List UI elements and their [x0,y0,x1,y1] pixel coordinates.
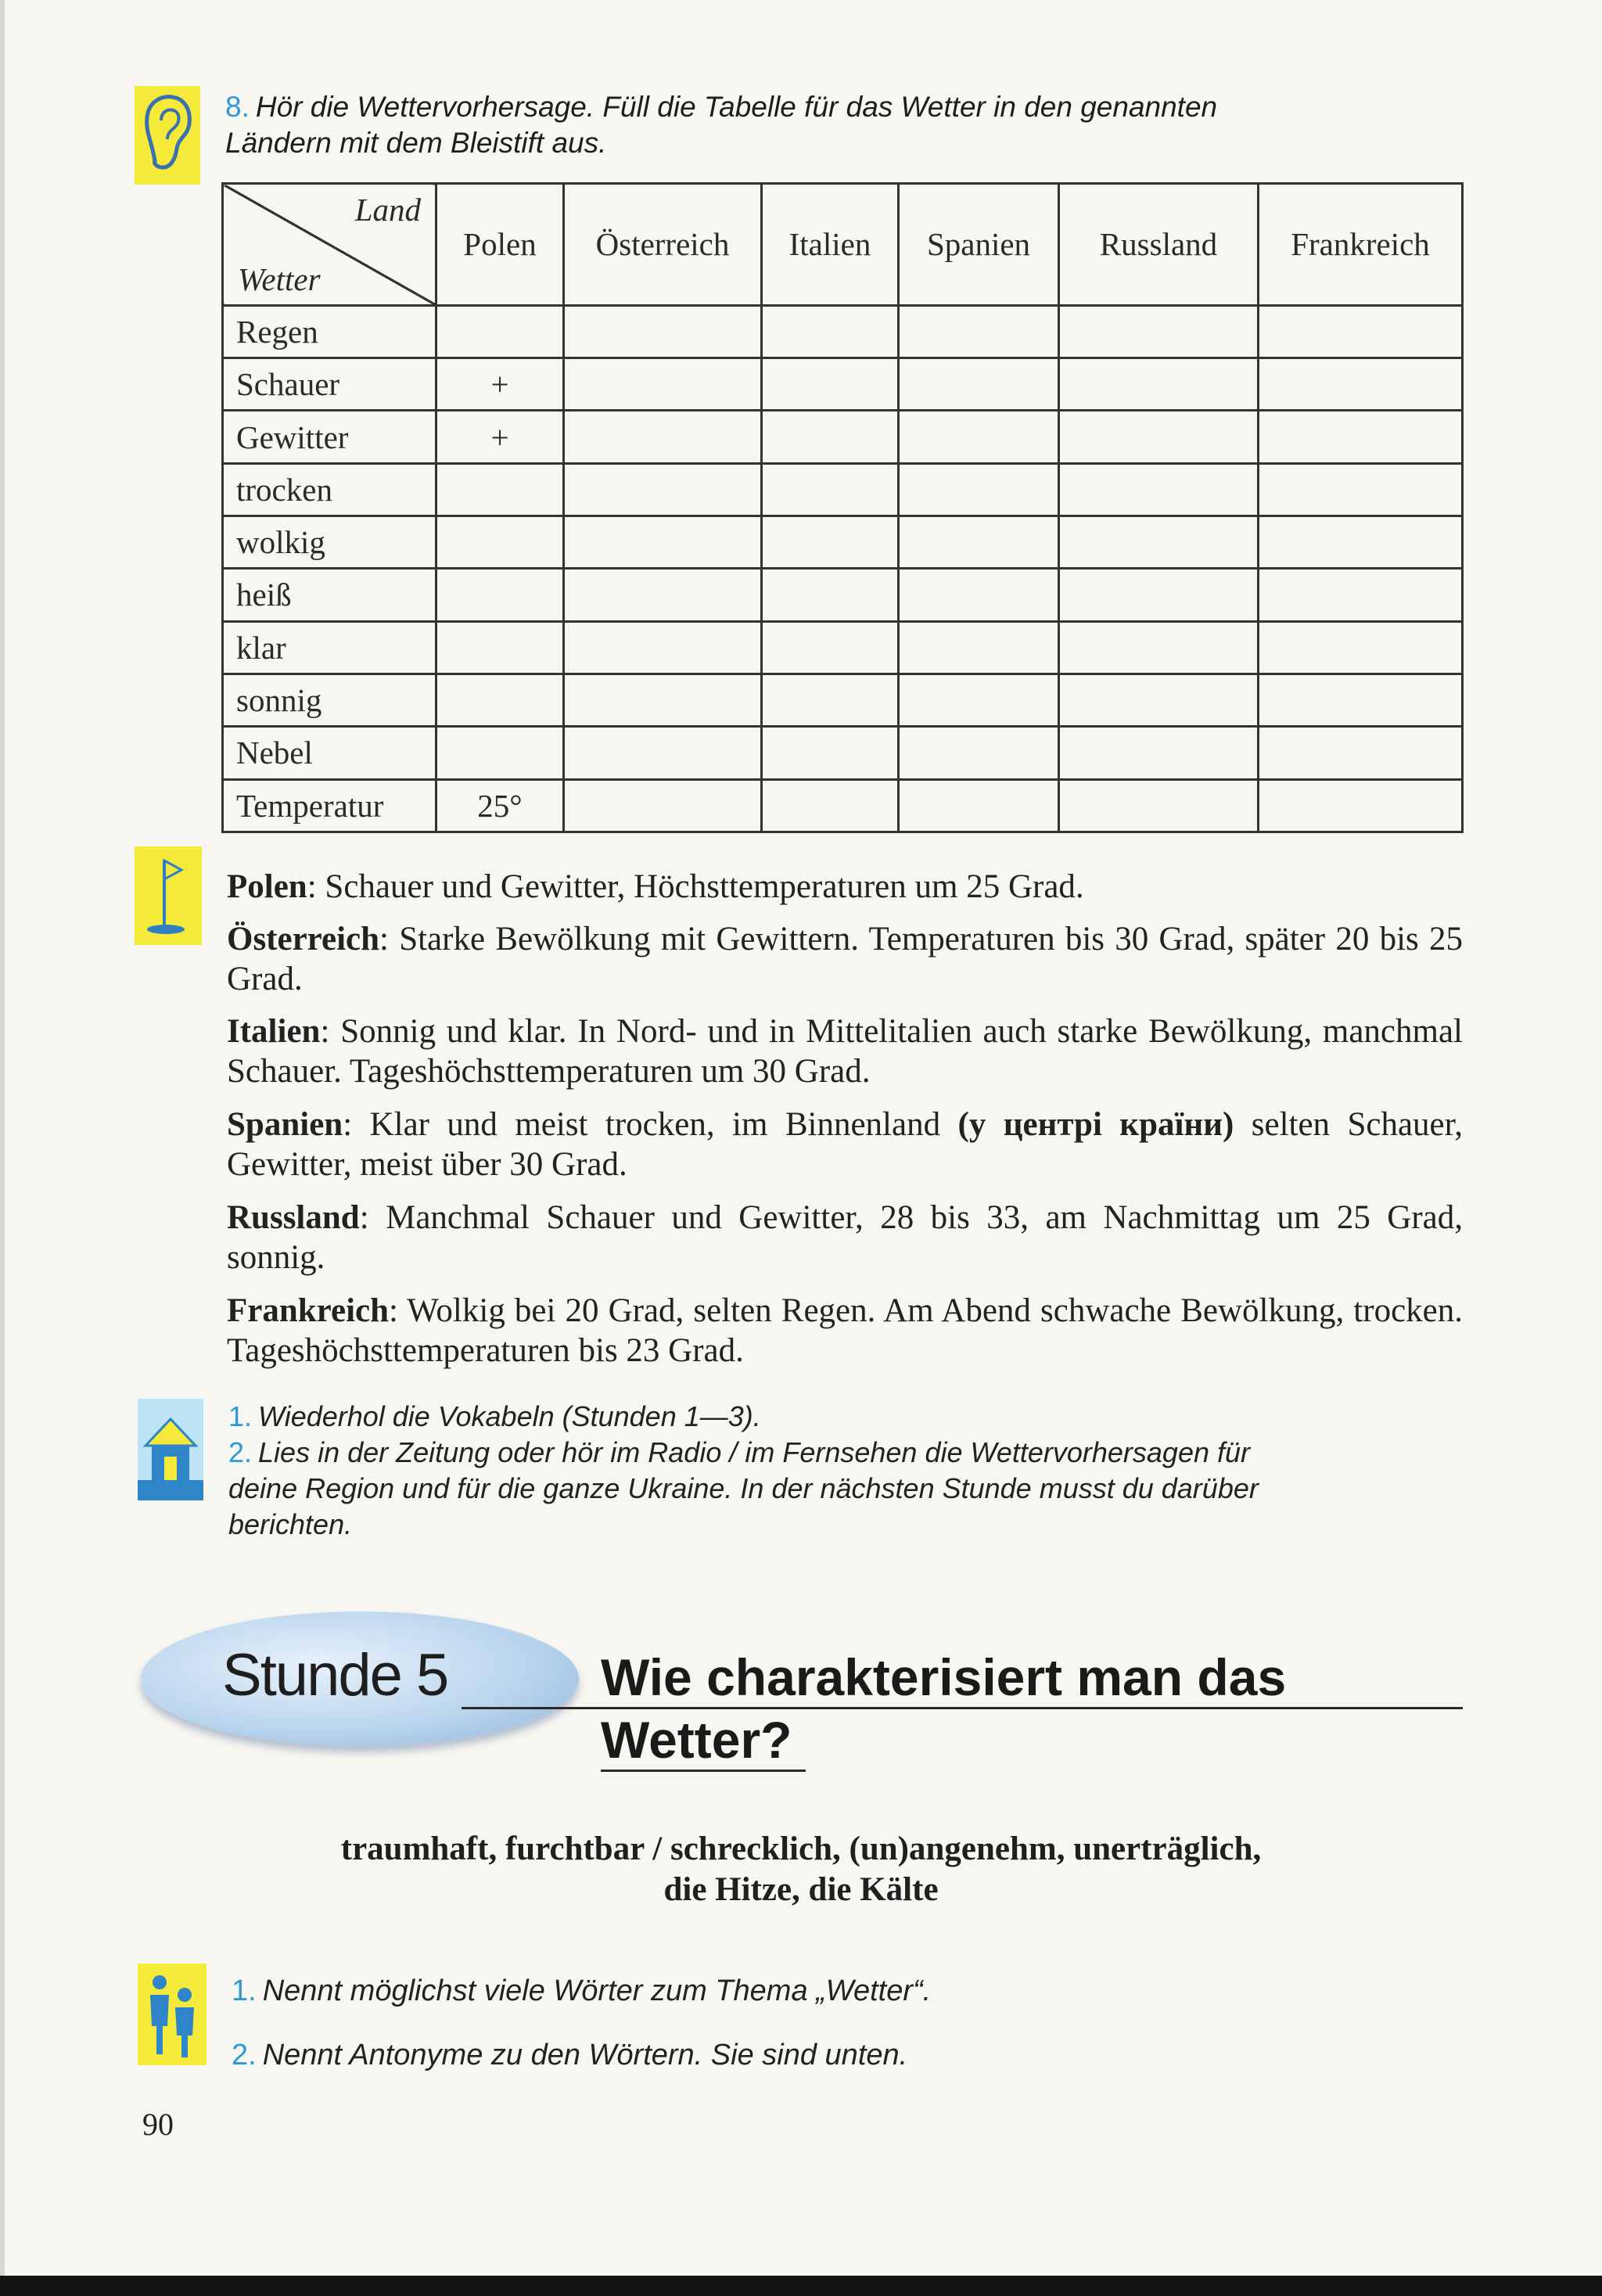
table-cell[interactable] [564,463,762,516]
table-cell[interactable] [1259,727,1463,779]
table-cell[interactable] [899,621,1059,674]
table-cell[interactable] [1059,674,1259,726]
table-body [223,305,1463,832]
table-cell[interactable]: 25° [436,779,564,832]
homework-text: deine Region und für die ganze Ukraine. In der nächsten Stunde musst du darüber [228,1472,1259,1504]
pair-task-number: 1. [232,1974,257,2007]
table-cell[interactable] [564,727,762,779]
task8-instruction [225,89,1461,161]
pair-work-icon [138,1964,207,2065]
table-cell[interactable] [564,569,762,621]
page-bottom-edge [0,2276,1602,2296]
table-cell[interactable] [1059,411,1259,463]
row-label: Gewitter [223,411,436,463]
table-cell[interactable] [436,674,564,726]
forecast-oesterreich [227,919,1463,999]
forecast-text: : Klar und meist trocken, im Binnenland [343,1106,958,1143]
table-cell[interactable] [436,516,564,569]
table-cell[interactable] [1059,569,1259,621]
table-cell[interactable] [436,463,564,516]
lesson-number-label [222,1641,447,1709]
table-cell[interactable] [1259,463,1463,516]
house-icon [138,1399,203,1500]
table-cell[interactable] [1059,779,1259,832]
vocabulary-line: traumhaft, furchtbar / schrecklich, (un)angenehm, unerträglich, [340,1831,1262,1867]
table-cell[interactable]: + [436,411,564,463]
table-cell[interactable] [1059,358,1259,411]
column-header: Österreich [564,184,762,306]
pair-task-text: Nennt Antonyme zu den Wörtern. Sie sind unten. [262,2039,908,2071]
table-cell[interactable] [1259,621,1463,674]
table-row [223,621,1463,674]
table-cell[interactable] [899,411,1059,463]
table-cell[interactable] [1259,569,1463,621]
country-name: Frankreich [227,1292,390,1329]
country-name: Österreich [227,921,380,958]
table-cell[interactable] [564,621,762,674]
column-header: Italien [762,184,899,306]
table-cell[interactable] [1259,305,1463,358]
table-cell[interactable] [1059,305,1259,358]
country-name: Russland [227,1199,360,1236]
forecast-text: : Schauer und Gewitter, Höchsttemperaturen um 25 Grad. [307,868,1084,905]
weather-table [221,182,1464,833]
table-cell[interactable] [899,674,1059,726]
row-label: heiß [223,569,436,621]
country-name: Polen [227,868,307,905]
page-edge [0,0,5,2296]
row-label: klar [223,621,436,674]
table-row [223,779,1463,832]
pair-task-text: Nennt möglichst viele Wörter zum Thema „Wetter“. [262,1974,932,2007]
forecast-russland [227,1198,1463,1277]
table-cell[interactable] [436,621,564,674]
table-cell[interactable] [1259,516,1463,569]
row-label: Nebel [223,727,436,779]
table-cell[interactable] [762,463,899,516]
forecast-text: : Manchmal Schauer und Gewitter, 28 bis 33, am Nachmittag um 25 Grad, sonnig. [227,1199,1463,1276]
lesson-number: 5 [416,1642,448,1709]
column-header: Frankreich [1259,184,1463,306]
table-cell[interactable] [564,516,762,569]
instruction-line: Ländern mit dem Bleistift aus. [225,127,607,159]
table-cell[interactable] [1059,463,1259,516]
table-cell[interactable] [564,305,762,358]
table-cell[interactable] [1059,621,1259,674]
forecast-text: : Starke Bewölkung mit Gewittern. Temperaturen bis 30 Grad, später 20 bis 25 Grad. [227,921,1463,997]
forecast-text: : Sonnig und klar. In Nord- und in Mittelitalien auch starke Bewölkung, manchmal Schauer. Tageshöchsttemperaturen um 30 Grad. [227,1013,1463,1090]
table-cell[interactable] [762,727,899,779]
table-cell[interactable] [899,305,1059,358]
table-cell[interactable] [762,411,899,463]
row-label: trocken [223,463,436,516]
ukrainian-note: (у центрі країни) [957,1106,1234,1143]
vocabulary-list [156,1829,1446,1910]
table-header-row [223,184,1463,306]
table-cell[interactable] [1259,411,1463,463]
lesson-word: Stunde [222,1642,416,1709]
row-label: sonnig [223,674,436,726]
pair-task-item [232,2039,907,2072]
country-name: Italien [227,1013,321,1050]
forecast-italien [227,1011,1463,1091]
homework-text: Wiederhol die Vokabeln (Stunden 1—3). [258,1400,761,1432]
table-row [223,516,1463,569]
row-label: Temperatur [223,779,436,832]
row-label: Regen [223,305,436,358]
pair-task-number: 2. [232,2039,257,2071]
table-row [223,674,1463,726]
table-row [223,463,1463,516]
table-cell[interactable] [762,674,899,726]
vocabulary-line: die Hitze, die Kälte [663,1871,939,1908]
homework-number: 1. [228,1400,253,1432]
corner-label-wetter: Wetter [238,261,321,297]
table-cell[interactable] [564,779,762,832]
table-cell[interactable]: + [436,358,564,411]
row-label: Schauer [223,358,436,411]
corner-label-land: Land [354,192,421,228]
forecast-spanien [227,1105,1463,1184]
row-label: wolkig [223,516,436,569]
table-cell[interactable] [762,569,899,621]
table-cell[interactable] [1059,727,1259,779]
table-cell[interactable] [899,516,1059,569]
table-cell[interactable] [564,411,762,463]
table-cell[interactable] [899,779,1059,832]
table-cell[interactable] [899,358,1059,411]
table-cell[interactable] [899,463,1059,516]
table-cell[interactable] [1259,779,1463,832]
task-number: 8. [225,91,250,123]
country-name: Spanien [227,1106,343,1143]
forecast-text: : Wolkig bei 20 Grad, selten Regen. Am Abend schwache Bewölkung, trocken. Tageshöchsttemperaturen bis 23 Grad. [227,1292,1463,1369]
table-cell[interactable] [1259,358,1463,411]
table-cell[interactable] [436,727,564,779]
table-cell[interactable] [564,674,762,726]
table-row [223,727,1463,779]
table-cell[interactable] [899,727,1059,779]
forecast-frankreich [227,1291,1463,1371]
lesson-title [601,1646,1286,1771]
ear-icon [135,86,200,185]
page-number: 90 [142,2107,174,2142]
table-cell[interactable] [436,305,564,358]
table-cell[interactable] [564,358,762,411]
table-cell[interactable] [899,569,1059,621]
forecast-polen [227,867,1463,907]
homework-text: Lies in der Zeitung oder hör im Radio / im Fernsehen die Wettervorhersagen für [258,1436,1250,1468]
homework-number: 2. [228,1436,253,1468]
table-cell[interactable] [1059,516,1259,569]
pair-task-item [232,1974,931,2008]
column-header: Polen [436,184,564,306]
homework-text: berichten. [228,1508,353,1540]
homework-item [228,1399,761,1435]
table-cell[interactable] [762,621,899,674]
table-row [223,305,1463,358]
column-header: Russland [1059,184,1259,306]
flag-icon [135,846,202,945]
lesson-title-line: Wetter? [601,1711,792,1769]
forecast-text: selten Schauer, Gewitter, meist über 30 Grad. [227,1106,1463,1183]
instruction-line: Hör die Wettervorhersage. Füll die Tabelle für das Wetter in den genannten [255,91,1218,123]
table-row [223,411,1463,463]
table-cell[interactable] [762,358,899,411]
lesson-title-line: Wie charakterisiert man das [601,1648,1287,1706]
table-cell[interactable] [762,516,899,569]
table-cell[interactable] [762,305,899,358]
table-corner-cell [223,184,436,306]
table-row [223,569,1463,621]
column-header: Spanien [899,184,1059,306]
table-cell[interactable] [436,569,564,621]
homework-item [228,1435,1464,1543]
table-cell[interactable] [1259,674,1463,726]
table-row [223,358,1463,411]
table-cell[interactable] [762,779,899,832]
